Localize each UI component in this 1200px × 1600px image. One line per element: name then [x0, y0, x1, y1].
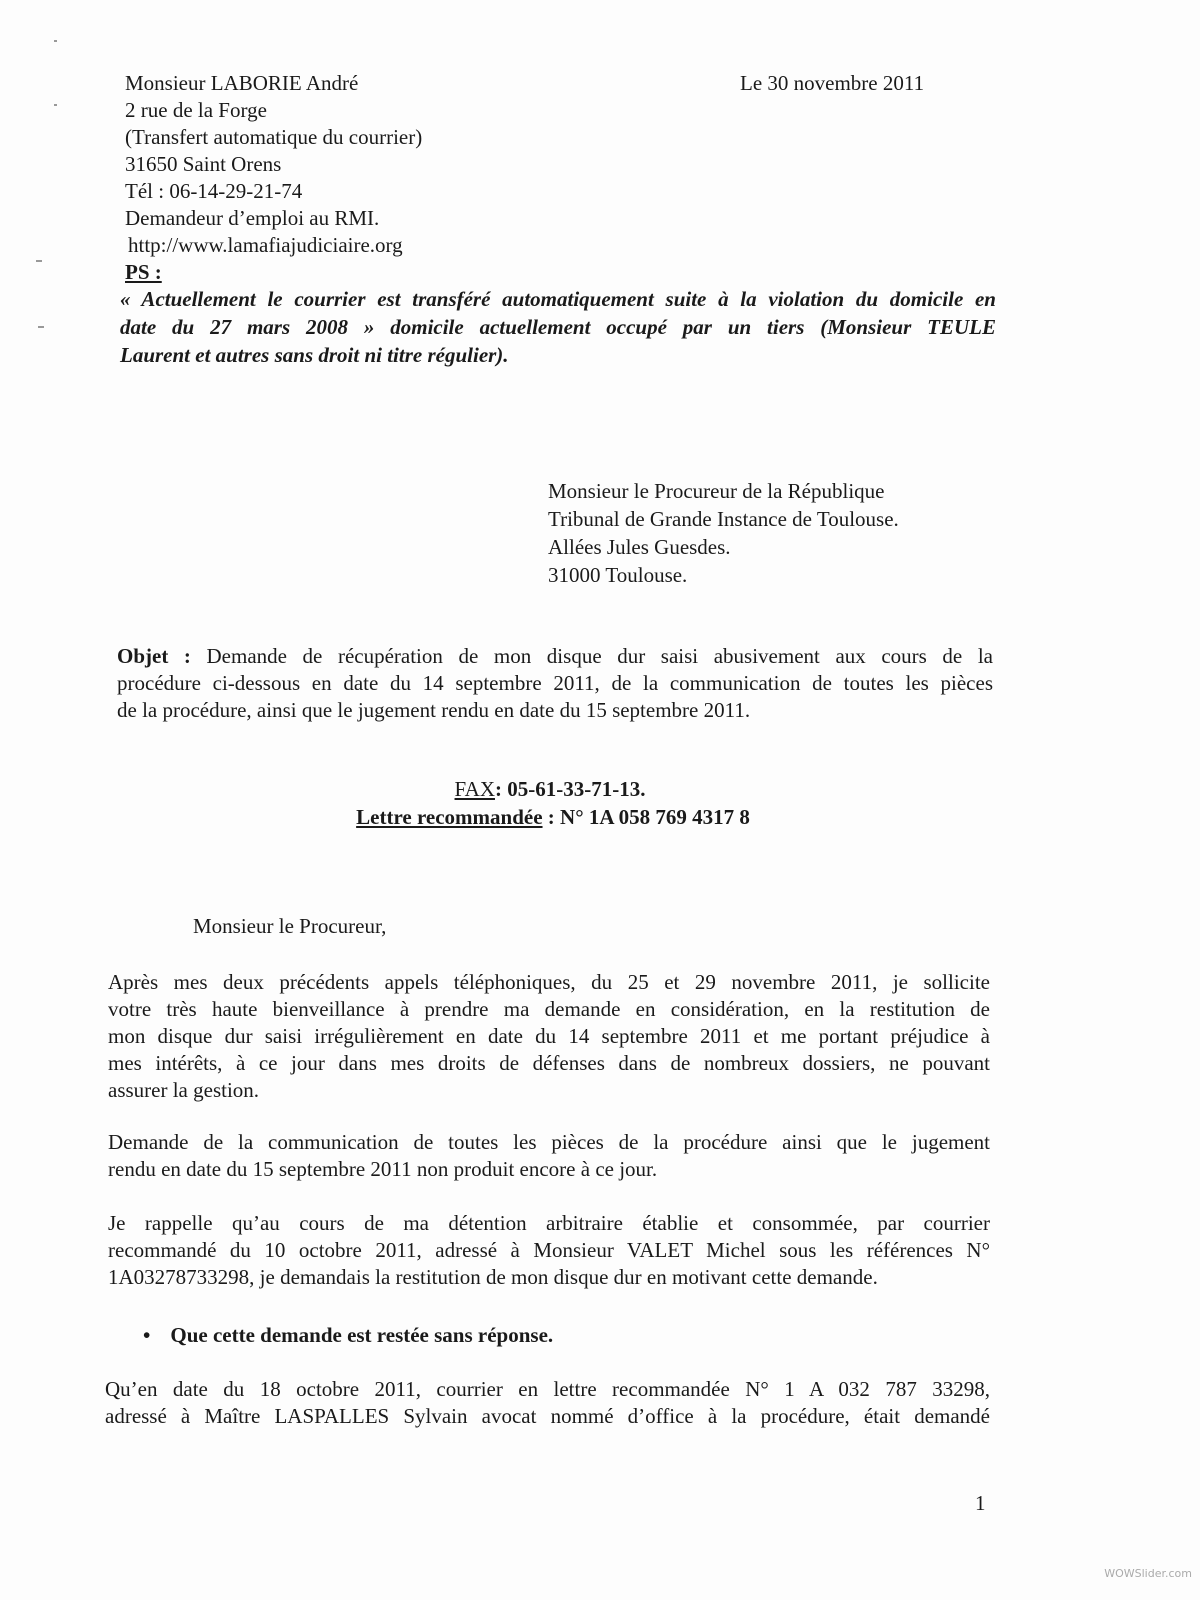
ps-line: Laurent et autres sans droit ni titre régulier).: [120, 343, 509, 367]
ps-line: « Actuellement le courrier est transféré automatiquement suite à la violation du domicile en: [120, 287, 996, 311]
salutation: [193, 913, 386, 940]
sender-line: 2 rue de la Forge: [125, 98, 267, 122]
paragraph-3: [108, 1210, 990, 1291]
fax-line: [0, 776, 1100, 803]
watermark: WOWSlider.com: [1104, 1567, 1192, 1580]
scan-speck: [36, 260, 42, 262]
date-text: Le 30 novembre 2011: [740, 71, 925, 95]
scan-speck: [38, 326, 44, 328]
ps-label: PS :: [125, 260, 162, 284]
sender-block: [125, 70, 422, 286]
sender-line: (Transfert automatique du courrier): [125, 125, 423, 149]
bullet-text: Que cette demande est restée sans réponse.: [170, 1323, 554, 1347]
recipient-block: [548, 477, 899, 589]
recipient-line: Tribunal de Grande Instance de Toulouse.: [548, 507, 899, 531]
recipient-line: Monsieur le Procureur de la République: [548, 479, 885, 503]
body-line: Je rappelle qu’au cours de ma détention arbitraire établie et consommée, par courrier: [108, 1211, 990, 1235]
scan-speck: [54, 40, 57, 42]
body-line: Après mes deux précédents appels téléphoniques, du 25 et 29 novembre 2011, je sollicite: [108, 970, 990, 994]
scan-speck: [54, 104, 57, 106]
sender-line: Tél : 06-14-29-21-74: [125, 179, 303, 203]
ps-note: [120, 285, 996, 369]
paragraph-4: [105, 1376, 990, 1430]
body-line: 1A03278733298, je demandais la restitution de mon disque dur en motivant cette demande.: [108, 1265, 878, 1289]
objet-line: Demande de récupération de mon disque dur saisi abusivement aux cours de la: [206, 644, 993, 668]
page-number-text: 1: [975, 1491, 986, 1515]
letter-date: [740, 70, 924, 97]
fax-number: : 05-61-33-71-13.: [494, 777, 646, 801]
recipient-line: 31000 Toulouse.: [548, 563, 688, 587]
body-line: assurer la gestion.: [108, 1078, 260, 1102]
salutation-text: Monsieur le Procureur,: [193, 914, 387, 938]
recipient-line: Allées Jules Guesdes.: [548, 535, 731, 559]
objet-block: [117, 643, 993, 724]
registered-label: Lettre recommandée: [356, 805, 543, 829]
objet-line: procédure ci-dessous en date du 14 septembre 2011, de la communication de toutes les pièces: [117, 671, 993, 695]
body-line: rendu en date du 15 septembre 2011 non produit encore à ce jour.: [108, 1157, 658, 1181]
body-line: recommandé du 10 octobre 2011, adressé à Monsieur VALET Michel sous les références N°: [108, 1238, 990, 1262]
paragraph-1: [108, 969, 990, 1104]
registered-number: : N° 1A 058 769 4317 8: [547, 805, 750, 829]
ps-line: date du 27 mars 2008 » domicile actuellement occupé par un tiers (Monsieur TEULE: [120, 315, 996, 339]
sender-website: http://www.lamafiajudiciaire.org: [128, 233, 403, 257]
bullet-item: [143, 1322, 553, 1349]
objet-line: de la procédure, ainsi que le jugement rendu en date du 15 septembre 2011.: [117, 698, 751, 722]
paragraph-2: [108, 1129, 990, 1183]
body-line: votre très haute bienveillance à prendre ma demande en considération, en la restitution de: [108, 997, 990, 1021]
sender-line: Monsieur LABORIE André: [125, 71, 359, 95]
sender-line: 31650 Saint Orens: [125, 152, 282, 176]
body-line: Demande de la communication de toutes les pièces de la procédure ainsi que le jugement: [108, 1130, 990, 1154]
registered-letter-line: [0, 804, 1106, 831]
sender-line: Demandeur d’emploi au RMI.: [125, 206, 380, 230]
body-line: mes intérêts, à ce jour dans mes droits de défenses dans de nombreux dossiers, ne pouvant: [108, 1051, 990, 1075]
bullet-icon: •: [143, 1323, 151, 1347]
body-line: mon disque dur saisi irrégulièrement en date du 14 septembre 2011 et me portant préjudice à: [108, 1024, 990, 1048]
objet-label: Objet :: [117, 644, 191, 668]
fax-label: FAX: [454, 777, 495, 801]
body-line: adressé à Maître LASPALLES Sylvain avocat nommé d’office à la procédure, était demandé: [105, 1404, 990, 1428]
page-number: [975, 1490, 986, 1517]
body-line: Qu’en date du 18 octobre 2011, courrier en lettre recommandée N° 1 A 032 787 33298,: [105, 1377, 990, 1401]
